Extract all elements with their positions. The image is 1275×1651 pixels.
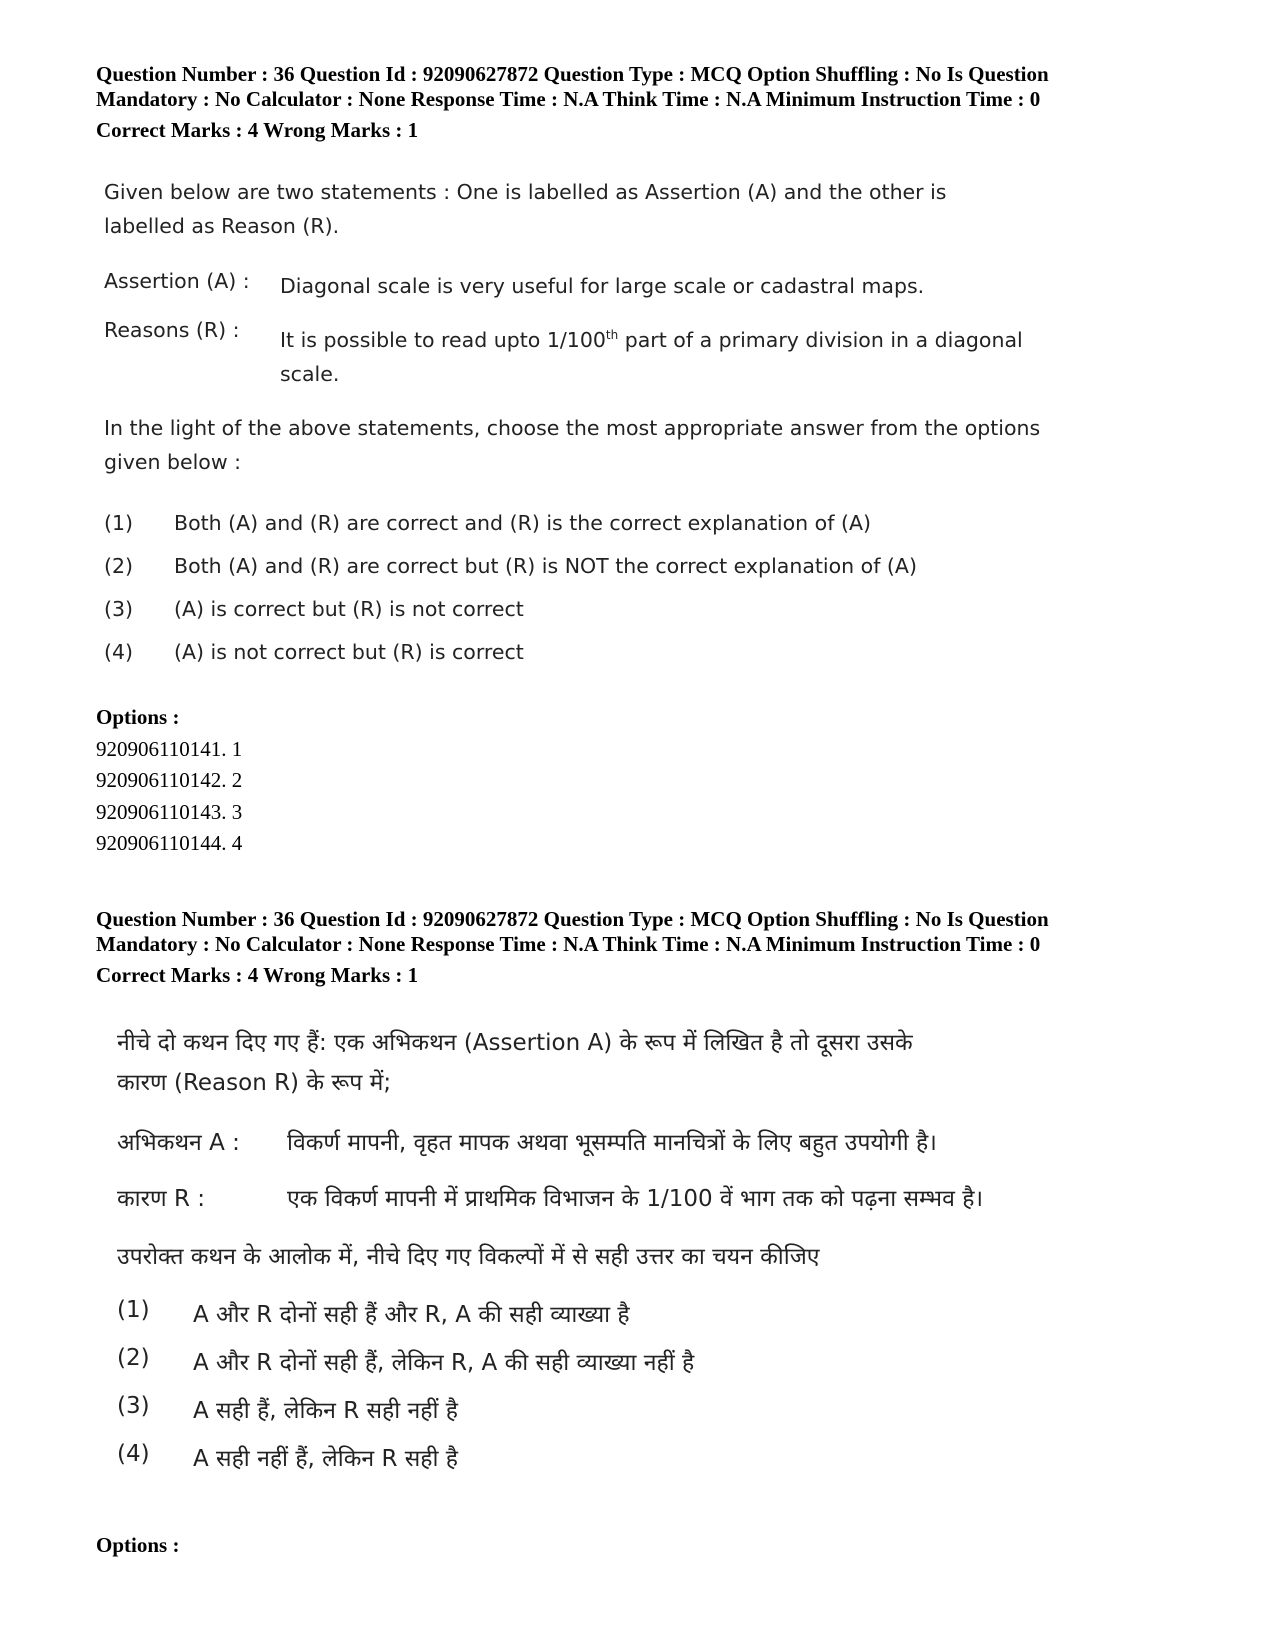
assertion-row	[104, 269, 924, 303]
question-body-english	[104, 175, 1084, 685]
assertion-text: Diagonal scale is very useful for large scale or cadastral maps.	[280, 274, 925, 298]
answer-choice-4: (4) (A) is not correct but (R) is correct	[104, 640, 524, 664]
answer-choice-1: (1) Both (A) and (R) are correct and (R) is the correct explanation of (A)	[104, 511, 871, 535]
assertion-row	[117, 1125, 937, 1157]
meta-line: Mandatory : No Calculator : None Response Time : N.A Think Time : N.A Minimum Instruction Time : 0	[96, 87, 1041, 111]
question-meta-english	[96, 62, 1186, 143]
instruction-text: उपरोक्त कथन के आलोक में, नीचे दिए गए विकल्पों में से सही उत्तर का चयन कीजिए	[117, 1244, 820, 1270]
meta-line: Correct Marks : 4 Wrong Marks : 1	[96, 963, 419, 987]
options-list-english	[96, 702, 242, 860]
answer-choice-4: (4) A सही नहीं हैं, लेकिन R सही है	[117, 1441, 458, 1472]
assertion-label: Assertion (A) :	[104, 269, 250, 293]
options-list-hindi	[96, 1530, 179, 1562]
option-id: 920906110142. 2	[96, 768, 243, 792]
answer-choice-3: (3) (A) is correct but (R) is not correct	[104, 597, 524, 621]
intro-text: Given below are two statements : One is labelled as Assertion (A) and the other is	[104, 180, 947, 204]
instruction-text: given below :	[104, 450, 242, 474]
option-id: 920906110143. 3	[96, 799, 243, 824]
meta-line: Question Number : 36 Question Id : 92090627872 Question Type : MCQ Option Shuffling : No Is Question	[96, 62, 1049, 86]
answer-choice-2: (2) A और R दोनों सही हैं, लेकिन R, A की सही व्याख्या नहीं है	[117, 1345, 695, 1376]
answer-choice-3: (3) A सही हैं, लेकिन R सही नहीं है	[117, 1393, 458, 1424]
options-heading: Options :	[96, 705, 180, 729]
instruction-text: In the light of the above statements, choose the most appropriate answer from the options	[104, 416, 1041, 440]
meta-line: Question Number : 36 Question Id : 92090627872 Question Type : MCQ Option Shuffling : No Is Question	[96, 907, 1049, 931]
intro-text: labelled as Reason (R).	[104, 214, 340, 238]
answer-choice-1: (1) A और R दोनों सही हैं और R, A की सही व्याख्या है	[117, 1297, 630, 1328]
assertion-text: विकर्ण मापनी, वृहत मापक अथवा भूसम्पति मानचित्रों के लिए बहुत उपयोगी है।	[287, 1130, 937, 1156]
question-body-hindi	[117, 1025, 1117, 1485]
reason-row	[117, 1181, 983, 1213]
answer-choice-2: (2) Both (A) and (R) are correct but (R) is NOT the correct explanation of (A)	[104, 554, 917, 578]
meta-line: Mandatory : No Calculator : None Response Time : N.A Think Time : N.A Minimum Instruction Time : 0	[96, 932, 1041, 956]
reason-row	[104, 318, 1084, 391]
assertion-label: अभिकथन A :	[117, 1130, 240, 1156]
option-id: 920906110141. 1	[96, 736, 243, 761]
question-meta-hindi	[96, 907, 1186, 988]
options-heading: Options :	[96, 1533, 180, 1557]
reason-label: Reasons (R) :	[104, 318, 240, 342]
meta-line: Correct Marks : 4 Wrong Marks : 1	[96, 118, 419, 142]
reason-text: एक विकर्ण मापनी में प्राथमिक विभाजन के 1/100 वें भाग तक को पढ़ना सम्भव है।	[287, 1186, 984, 1212]
intro-text: कारण (Reason R) के रूप में;	[117, 1070, 392, 1096]
intro-text: नीचे दो कथन दिए गए हैं: एक अभिकथन (Assertion A) के रूप में लिखित है तो दूसरा उसके	[117, 1030, 913, 1056]
option-id: 920906110144. 4	[96, 831, 243, 855]
reason-text: It is possible to read upto 1/100th part of a primary division in a diagonal scale.	[280, 327, 1023, 386]
reason-label: कारण R :	[117, 1186, 206, 1212]
